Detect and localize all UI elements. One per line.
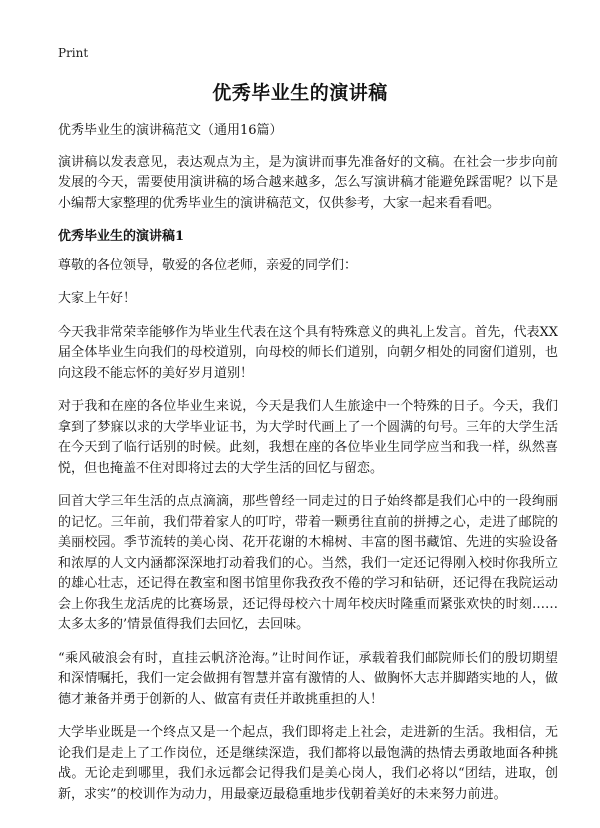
section-heading: 优秀毕业生的演讲稿1: [58, 229, 185, 244]
salutation: 尊敬的各位领导，敬爱的各位老师，亲爱的同学们：: [58, 257, 358, 273]
page-title: 优秀毕业生的演讲稿: [212, 82, 388, 104]
body-paragraph-3: 回首大学三年生活的点点滴滴，那些曾经一同走过的日子始终都是我们心中的一段绚丽的记忆。三年前，我们带着家人的叮咛，带着一颗勇往直前的拼搏之心，走进了邮院的美丽校园。季节流转的美心岗、花开花谢的木棉树、丰富的图书藏馆、先进的实验设备和浓厚的人文内涵都深深地打动着我们的心。当然，我们一定还记得刚入校时你我所立的雄心壮志，还记得在教室和图书馆里你我孜孜不倦的学习和钻研，还记得在我院运动会上你我生龙活虎的比赛场景，还记得母校六十周年校庆时隆重而紧张欢快的时刻……太多太多的’情景值得我们去回忆，去回味。: [58, 494, 558, 632]
article-subtitle: 优秀毕业生的演讲稿范文（通用16篇）: [58, 123, 283, 138]
greeting: 大家上午好！: [58, 291, 137, 306]
article-body: [58, 121, 558, 818]
body-paragraph-4: “乘风破浪会有时，直挂云帆济沧海。”让时间作证，承载着我们邮院师长们的殷切期望和深情嘱托，我们一定会做拥有智慧并富有激情的人、做胸怀大志并脚踏实地的人，做德才兼备并勇于创新的人、做富有责任并敢挑重担的人！: [58, 650, 558, 707]
body-paragraph-2: 对于我和在座的各位毕业生来说，今天是我们人生旅途中一个特殊的日子。今天，我们拿到了梦寐以求的大学毕业证书，为大学时代画上了一个圆满的句号。三年的大学生活在今天到了临行话别的时候。此刻，我想在座的各位毕业生同学应当和我一样，纵然喜悦，但也掩盖不住对即将过去的大学生活的回忆与留恋。: [58, 399, 558, 476]
print-link[interactable]: Print: [58, 46, 89, 60]
body-paragraph-5: 大学毕业既是一个终点又是一个起点，我们即将走上社会，走进新的生活。我相信，无论我们是走上了工作岗位，还是继续深造，我们都将以最饱满的热情去勇敢地面各种挑战。无论走到哪里，我们永远都会记得我们是美心岗人，我们必将以“团结，进取，创新，求实”的校训作为动力，用最豪迈最稳重地步伐朝着美好的未来努力前进。: [58, 725, 558, 802]
intro-paragraph: 演讲稿以发表意见，表达观点为主，是为演讲而事先准备好的文稿。在社会一步步向前发展的今天，需要使用演讲稿的场合越来越多，怎么写演讲稿才能避免踩雷呢？以下是小编帮大家整理的优秀毕业生的演讲稿范文，仅供参考，大家一起来看看吧。: [58, 154, 558, 211]
body-paragraph-1: 今天我非常荣幸能够作为毕业生代表在这个具有特殊意义的典礼上发言。首先，代表XX届全体毕业生向我们的母校道别，向母校的师长们道别，向朝夕相处的同窗们道别，也向这段不能忘怀的美好岁月道别！: [58, 324, 558, 381]
